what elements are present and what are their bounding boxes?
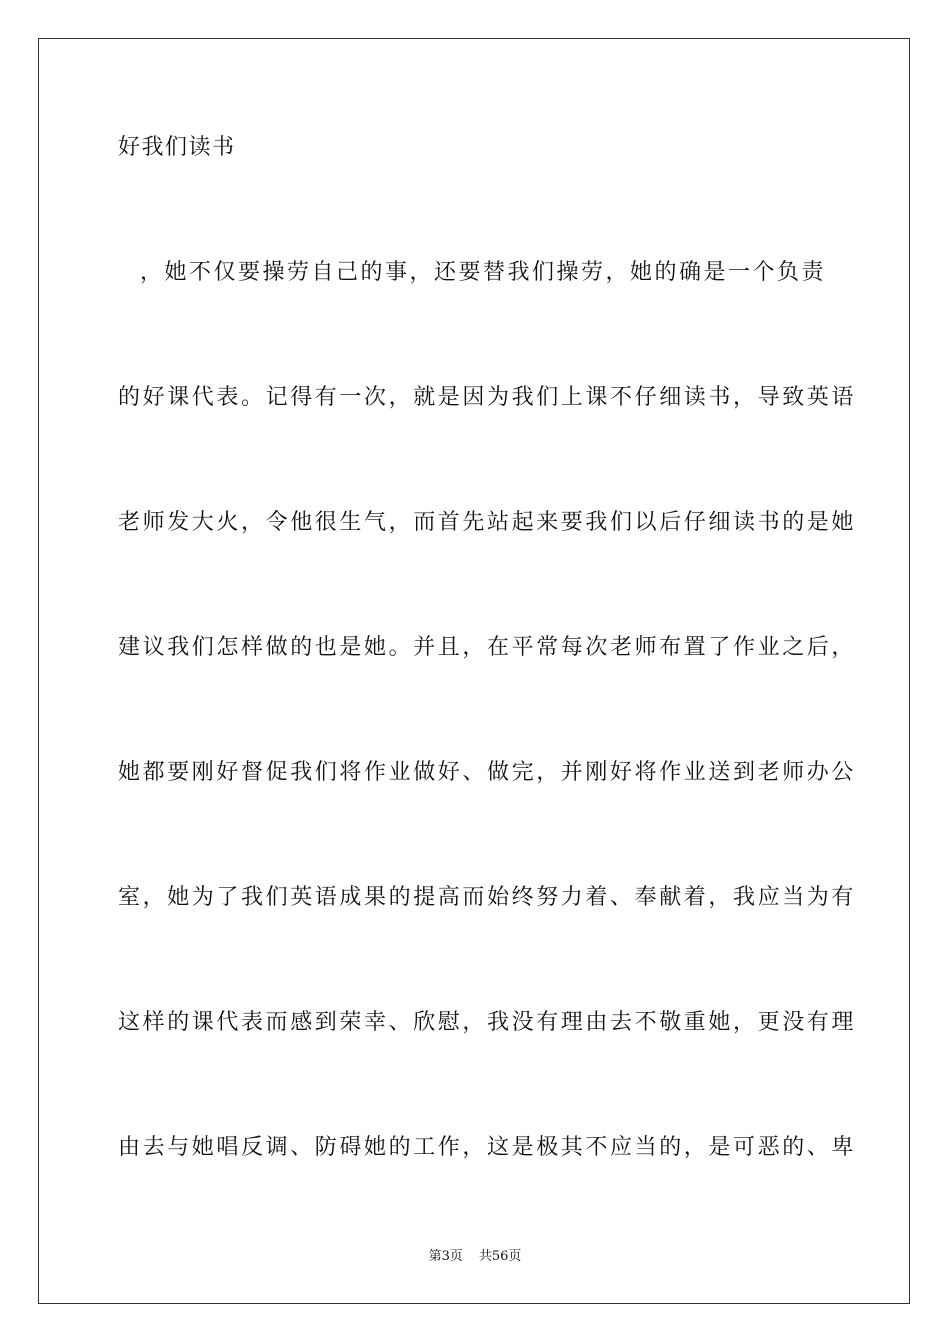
body-text-line: 建议我们怎样做的也是她。并且，在平常每次老师布置了作业之后， [118, 635, 857, 660]
page-number: 第3页 [428, 1249, 463, 1264]
body-text-line: 室，她为了我们英语成果的提高而始终努力着、奉献着，我应当为有 [118, 885, 857, 910]
body-text-line: 好我们读书 [118, 135, 236, 160]
body-text-line: 老师发大火，令他很生气，而首先站起来要我们以后仔细读书的是她 [118, 510, 857, 535]
body-text-line: 她都要刚好督促我们将作业做好、做完，并刚好将作业送到老师办公 [118, 760, 857, 785]
page-border [38, 38, 910, 1304]
body-text-line: 由去与她唱反调、防碍她的工作，这是极其不应当的，是可恶的、卑 [118, 1135, 857, 1160]
body-text-line: ，她不仅要操劳自己的事，还要替我们操劳，她的确是一个负责 [140, 260, 827, 285]
body-text-line: 的好课代表。记得有一次，就是因为我们上课不仔细读书，导致英语 [118, 385, 857, 410]
total-pages: 共56页 [478, 1249, 522, 1264]
page-footer [0, 1248, 950, 1266]
body-text-line: 这样的课代表而感到荣幸、欣慰，我没有理由去不敬重她，更没有理 [118, 1010, 857, 1035]
